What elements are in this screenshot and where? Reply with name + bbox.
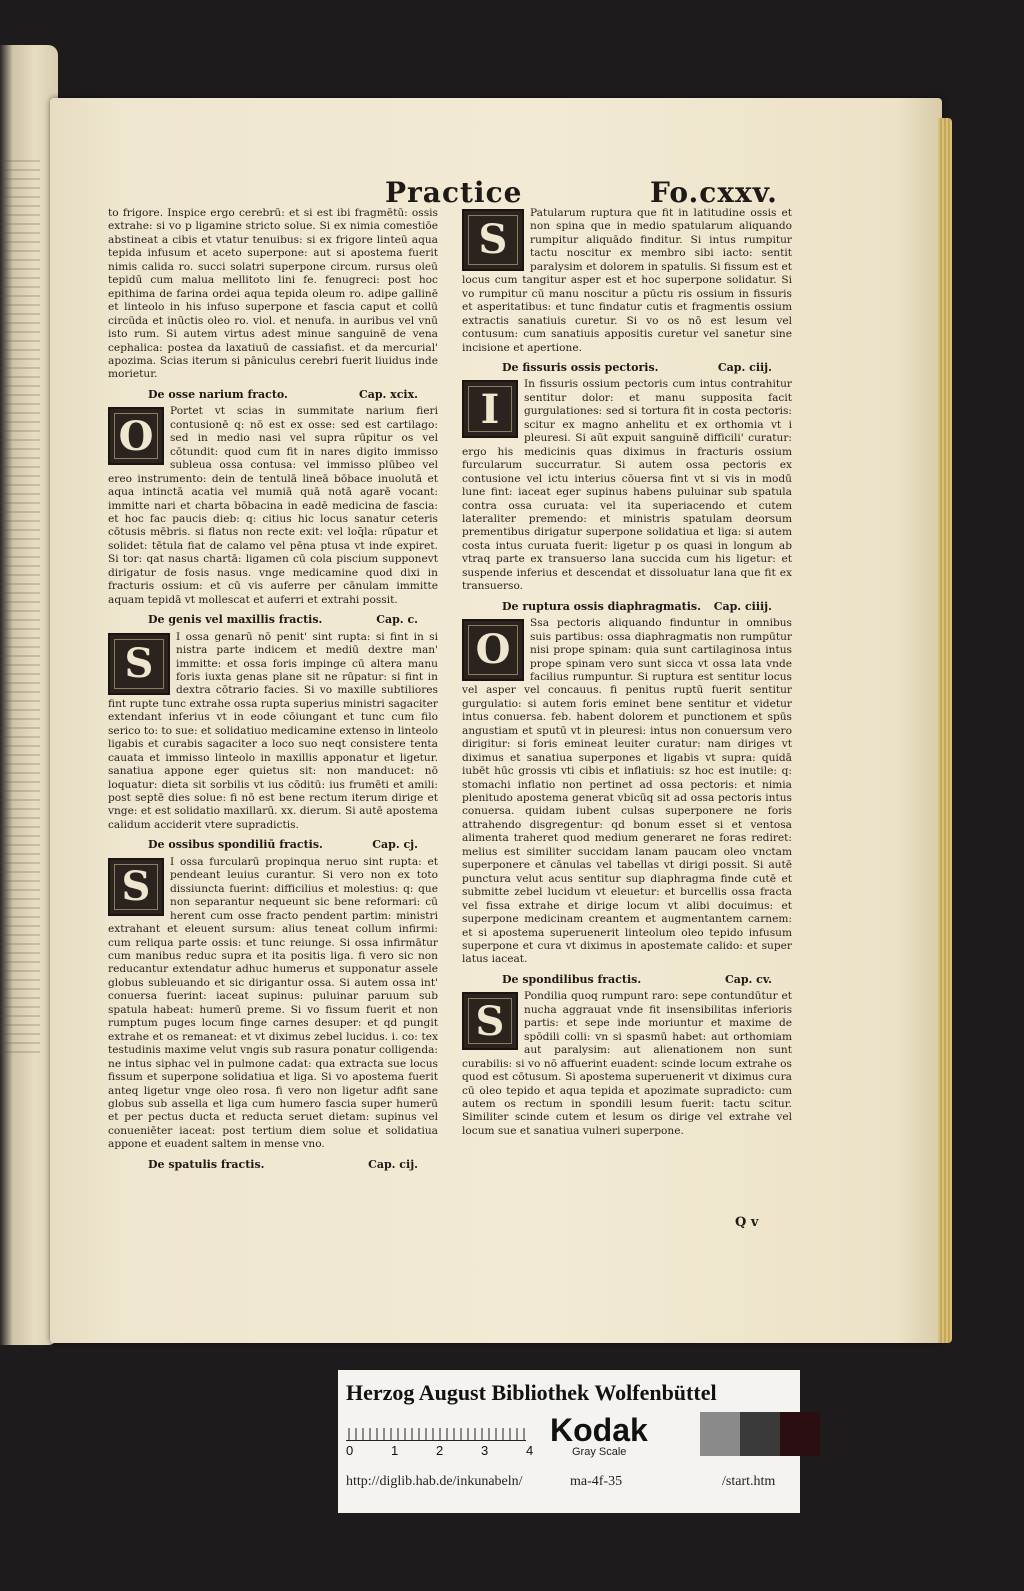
left-column	[108, 207, 438, 1175]
paragraph: Patularum ruptura que fit in latitudine ossis et non spina que in medio spatularum aliquando rumpitur aliquādo finditur. Si intus rumpitur tactu noscitur ex membro sibi iacto: sentit paralysim et dolorem in spatulis. Si fissum est et locus cum tangitur asper est et hoc superpone solidatur. Si vo rumpitur cū manu noscitur a pūctu ris ossium in fissuris et asperitatibus: et tunc findatur cutis et fragmentis ossium extractis sanatiuis curetur. Si vo os nō est lesum vel contusum: cum sanatiuis appositis curetur vel sanetur sine incisione et apertione.	[462, 207, 792, 354]
page-gilt-edge	[938, 118, 952, 1343]
gray-swatch	[700, 1412, 740, 1456]
chapter-number: Cap. xcix.	[358, 387, 418, 401]
ruler-number: 3	[481, 1443, 489, 1458]
decorated-initial: S	[462, 992, 518, 1050]
running-title: Practice	[385, 176, 523, 209]
chapter-heading	[462, 973, 792, 986]
kodak-logo: Kodak	[550, 1412, 648, 1448]
gray-swatch	[740, 1412, 780, 1456]
previous-leaf-text	[0, 160, 40, 1060]
url-base: http://diglib.hab.de/inkunabeln/	[346, 1474, 523, 1489]
chapter-title: De osse narium fracto.	[148, 387, 288, 401]
paragraph: to frigore. Inspice ergo cerebrū: et si est ibi fragmētū: ossis extrahe: si vo p ligamine stricto solue. Si ex nimia comestiōe abstineat a cibis et vtatur tenuibus: si ex frigore linteū aqua tepida infusum et aceto superpone: aut si apostema fuerit nimis calida ro. succi solatri superpone circum. rursus oleū tepidū cum malua mellitoto lini fe. fenugreci: post hoc epithima de farina ordei aqua tepida oleum ro. adipe gallinē et linteolo in his infuso superpone et fascia caput et collū circūda et inūctis oleo ro. viol. et nenufa. in auribus vel vnū isto rum. Si autem virtus adest minue sanguinē de vena cephalica: postea da laxatiuū de cassiafist. et da mercurial' apozima. Scias iterum si pāniculus cerebri fuerit liuidus inde morietur.	[108, 207, 438, 381]
chapter-title: De ruptura ossis diaphragmatis.	[502, 599, 701, 613]
chapter-heading	[462, 600, 792, 613]
gray-scale-label: Gray Scale	[572, 1446, 627, 1458]
gray-swatch	[780, 1412, 820, 1456]
chapter-title: De genis vel maxillis fractis.	[148, 613, 323, 627]
decorated-initial: O	[108, 407, 164, 465]
chapter-heading	[108, 613, 438, 626]
chapter-title: De spatulis fractis.	[148, 1157, 265, 1171]
ruler-number: 4	[526, 1443, 534, 1458]
chapter-heading	[462, 361, 792, 374]
url-id: ma-4f-35	[570, 1474, 623, 1489]
chapter-number: Cap. ciij.	[717, 360, 772, 374]
ruler-number: 2	[436, 1443, 444, 1458]
chapter-number: Cap. cv.	[724, 972, 772, 986]
decorated-initial: O	[462, 619, 524, 681]
library-name: Herzog August Bibliothek Wolfenbüttel	[346, 1380, 717, 1405]
chapter-title: De fissuris ossis pectoris.	[502, 360, 659, 374]
paragraph: Ssa pectoris aliquando finduntur in omnibus suis partibus: ossa diaphragmatis non rumpūtur nisi prope spinam: quia sunt cartilaginosa intus prope spinam vero sunt sicca vt ossa lata vnde facilius rumpuntur. Si ruptura est sentitur locus vel asper vel concauus. fi penitus ruptū fuerit sentitur gurgulatio: si autem foris eminet bene sentitur et videtur intus conuersa. feb. habent dolorem et punctionem et spūs angustiam et sputū vt in pleuresi: intus non conuersum vero dirigitur: si foris emineat leuiter curatur: nam diriges vt diximus et sanatiua superpones et ligabis vt supra: quidā iubēt hūc grossis vti cibis et inflatiuis: sz hoc est inutile: q: stomachi inflatio non pertinet ad ossa pectoris: et nimia plenitudo apostema generat vbicūq sit ad ossa pectoris intus conuersa. quidam iubent culsas superponere ne foris attrahendo disgregentur: qd bonum esset si et ventosa alimenta traheret quod medium generaret ne foras rediret: melius est similiter succidam lanam paucam oleo vnctam superponere et cānulas vel tabellas vt dirigi possit. Si autē punctura velut acus sentitur sup diaphragma finde cutē et submitte zebel lucidum vt eleuetur: et burcellis ossa fracta vel fissa extrahe et dirige locum vt alibi docuimus: et superpone medicinam creantem et augmentantem carnem: et si apostema superuenerit linteolum oleo tepido infusum superpone et cura vt diximus in apostemate calido: et super latus iaceat.	[462, 617, 792, 966]
chapter-heading	[108, 838, 438, 851]
paragraph: Pondilia quoq rumpunt raro: sepe contundūtur et nucha aggrauat vnde fit insensibilitas inferioris partis: et sepe inde moriuntur et maxime de spōdili colli: vn si spasmū habet: aut orthomiam aut paralysim: aut alienationem non sunt curabilis: si vo nō affuerint euadent: scinde locum extrahe os quod est cōtusum. Si apostema superuenerit vt diximus cura cū oleo tepido et aqua tepida et apozimate supradicto: cum autem os rectum in spondili lesum fuerit: tactu scitur. Similiter scinde cutem et lesum os dirige vel extrahe vel locum sue et sanatiua vulneri superpone.	[462, 990, 792, 1137]
chapter-title: De spondilibus fractis.	[502, 972, 642, 986]
paragraph: I ossa furcularū propinqua neruo sint rupta: et pendeant leuius curantur. Si vero non ex toto dissiuncta fuerint: difficilius et molestius: q: que non separantur nequeunt sic bene reformari: cū herent cum osse fracto pendent partim: ministri extrahant et eleuent sursum: alius teneat collum infirmi: cum reliqua parte ossis: et tunc reiunge. Si ossa infirmātur cum manibus reduc supra et ita positis liga. fi vero sic non reducantur extendatur adhuc humerus et supponatur assele globus subleuando et sic dirigantur ossa. Si autem ossa int' conuersa fuerint: iaceat supinus: puluinar paruum sub spatula habeat: humerū preme. Si vo fissum fuerit et non rumptum puges locum finge carnes desuper: et qd pungit extrahe et os remaneat: et vt diximus zebel lucidus. i. co: tex testudinis maxime velut vngis sub rasura ponatur colligenda: ne intus siphac vel in pulmone cadat: qua extracta sue locus fissum et superpone solidatiua et liga. Si vo apostema fuerit anteq ligetur vnge oleo rosa. fi vero non ligetur adfit sane globus sub assella et liga cum humero fascia super humerū et per pectus ducta et reducta seruet dietam: supinus vel conueniēter iaceat: post tertium diem solue et solidatiua appone et euadent saltem in mense vno.	[108, 855, 438, 1151]
gray-swatches	[700, 1412, 820, 1456]
scale-ruler	[346, 1418, 526, 1441]
chapter-title: De ossibus spondiliū fractis.	[148, 838, 323, 852]
chapter-heading	[108, 388, 438, 401]
chapter-number: Cap. cij.	[368, 1157, 418, 1171]
folio-number: Fo.cxxv.	[650, 176, 778, 209]
decorated-initial: S	[108, 858, 164, 916]
signature-mark: Q v	[735, 1215, 759, 1230]
url-end: /start.htm	[722, 1474, 776, 1489]
chapter-number: Cap. cj.	[372, 838, 418, 852]
paragraph: I ossa genarū nō penit' sint rupta: si fint in si nistra parte indicem et mediū dextre man' immitte: et ossa foris impinge cū altera manu foris iuxta genas plane sit ne rūpatur: si fint in dextra cōtrario facies. Si vo maxille subtiliores fint rupte tunc extrahe ossa rupta superius ministri sagaciter extendant inferius vt in eode cōiungant et tunc cum filo serico to: to sue: et solidatiuo medicamine extenso in linteolo ligabis et curabis sagaciter a loco suo neqt consistere tenta cauata et immisso linteolo in maxillis apponatur et ligetur. sanatiua appone eger quietus sit: non manducet: nō loquatur: dieta sit sorbilis vt ius cōditū: ius frumēti et amili: post septē dies solue: fi nō est bene rectum iterum dirige et vnge: et est solidatio maxillarū. xx. dierum. Si autē apostema calidum acciderit vtere supradictis.	[108, 630, 438, 831]
ruler-number: 0	[346, 1443, 354, 1458]
decorated-initial: S	[108, 633, 170, 695]
library-label	[338, 1370, 800, 1513]
ruler-numbers	[346, 1443, 536, 1458]
decorated-initial: S	[462, 209, 524, 271]
chapter-number: Cap. c.	[376, 613, 418, 627]
paragraph: In fissuris ossium pectoris cum intus contrahitur sentitur dolor: et manu supposita facit gurgulationes: sed si tortura fit in costa pectoris: scitur ex magno anhelitu et ex orthomia vt i pleuresi. Si aūt expuit sanguinē difficili' curatur: ergo his medicinis quas diximus in fracturis ossium furcularum succurratur. Si autem ossa pectoris ex contusione vel ictu interius cōuersa fint vt si vis in modū lune fint: iaceat eger supinus habens puluinar sub spatula contra ossa curuata: vel ita superiacendo et cutem lateraliter premendo: et ministris spatulam deorsum prementibus dirigatur superpone solidatiua et liga: si autem costa intus curuata fuerit: ligetur p os quasi in longum ab vtraq parte ex transuerso lana succida cum his ligetur: et suspende inferius et descendat et dissoluatur lana que fit ex transuerso.	[462, 378, 792, 593]
chapter-heading	[108, 1158, 438, 1171]
chapter-number: Cap. ciiij.	[713, 599, 772, 613]
ruler-number: 1	[391, 1443, 399, 1458]
paragraph: Portet vt scias in summitate narium fieri contusionē q: nō est ex osse: sed est cartilago: sed in medio nasi vel supra rūpitur os vel cōtundit: quod cum fit in nares digito immisso subleua ossa contusa: vel immisso plūbeo vel ereo instrumento: dein de tentulā lineā bōbace inuolutā et aqua intinctā acatia vel mumiā quā notā agarē vocant: immitte nari et charta bōbacina in eadē medicina de fascia: et hoc fac paucis dieb: q: citius hic locus sanatur ceteris cōtusis mēbris. si flatus non recte exit: vel loq̄la: rūpatur et solidet: tētula fiat de calamo vel pēna ptusa vt inde expiret. Si tor: qat nasus chartā: ligamen cū cola piscium supponevt dirigatur de fosis nasus. vnge medicamine quod dixi in fracturis ossium: et cū vis auferre per cānulam immitte aquam tepidā vt mollescat et auferri et extrahi possit.	[108, 405, 438, 606]
right-column	[462, 207, 792, 1141]
decorated-initial: I	[462, 380, 518, 438]
